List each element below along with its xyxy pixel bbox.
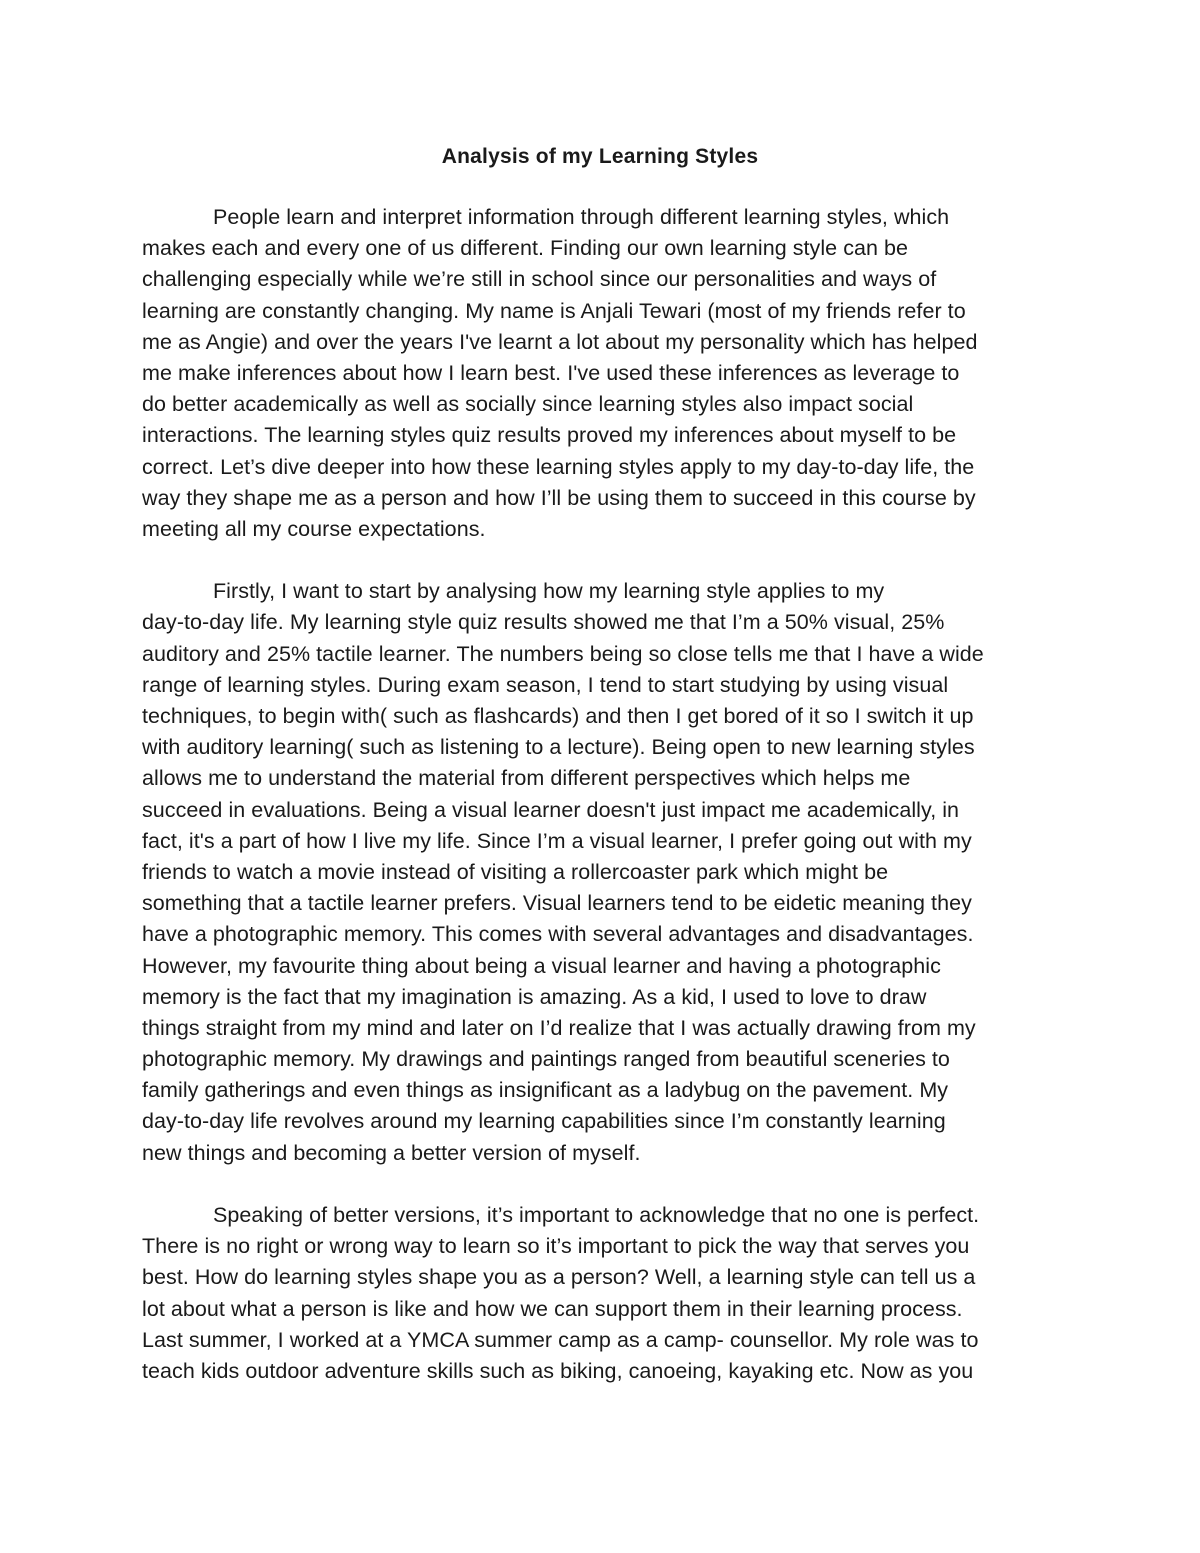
paragraph <box>142 202 1072 545</box>
paragraph-line: techniques, to begin with( such as flashcards) and then I get bored of it so I switch it up <box>142 704 974 728</box>
paragraph-line: auditory and 25% tactile learner. The numbers being so close tells me that I have a wide <box>142 641 984 666</box>
document-title: Analysis of my Learning Styles <box>441 145 759 168</box>
paragraph-line: allows me to understand the material from different perspectives which helps me <box>142 766 911 791</box>
paragraph-line: with auditory learning( such as listening to a lecture). Being open to new learning styles <box>142 735 975 760</box>
paragraph-line: do better academically as well as socially since learning styles also impact social <box>142 392 914 417</box>
paragraph-line: day-to-day life. My learning style quiz results showed me that I’m a 50% visual, 25% <box>142 610 945 635</box>
paragraph <box>142 1200 1072 1387</box>
paragraph-line: Firstly, I want to start by analysing how my learning style applies to my <box>213 579 885 604</box>
paragraph-line: Last summer, I worked at a YMCA summer camp as a camp- counsellor. My role was to <box>142 1327 979 1352</box>
paragraph-line: makes each and every one of us different. Finding our own learning style can be <box>142 236 909 261</box>
paragraph-line: best. How do learning styles shape you as a person? Well, a learning style can tell us a <box>142 1265 976 1290</box>
paragraph-gap <box>142 1169 1072 1200</box>
paragraph-line: meeting all my course expectations. <box>142 516 486 541</box>
paragraph-line: photographic memory. My drawings and paintings ranged from beautiful sceneries to <box>142 1047 950 1072</box>
paragraph-line: interactions. The learning styles quiz results proved my inferences about myself to be <box>142 423 957 448</box>
paragraph-line: me as Angie) and over the years I've learnt a lot about my personality which has helped <box>142 329 978 354</box>
paragraph-line: People learn and interpret information through different learning styles, which <box>213 205 950 229</box>
paragraph-line: friends to watch a movie instead of visiting a rollercoaster park which might be <box>142 859 889 884</box>
paragraph-line: have a photographic memory. This comes with several advantages and disadvantages. <box>142 922 974 947</box>
paragraph-line: There is no right or wrong way to learn so it’s important to pick the way that serves you <box>142 1234 970 1259</box>
paragraph-line: new things and becoming a better version of myself. <box>142 1140 641 1165</box>
paragraph-line: way they shape me as a person and how I’ll be using them to succeed in this course by <box>142 485 976 510</box>
paragraph-line: However, my favourite thing about being a visual learner and having a photographic <box>142 953 941 978</box>
paragraph-line: memory is the fact that my imagination is amazing. As a kid, I used to love to draw <box>142 984 927 1009</box>
paragraph-line: something that a tactile learner prefers. Visual learners tend to be eidetic meaning they <box>142 891 972 916</box>
paragraph-line: Speaking of better versions, it’s important to acknowledge that no one is perfect. <box>213 1203 980 1227</box>
paragraph-line: teach kids outdoor adventure skills such as biking, canoeing, kayaking etc. Now as you <box>142 1358 974 1383</box>
paragraph-line: learning are constantly changing. My name is Anjali Tewari (most of my friends refer to <box>142 298 966 323</box>
paragraph-line: fact, it's a part of how I live my life. Since I’m a visual learner, I prefer going out with my <box>142 828 972 853</box>
paragraph-line: succeed in evaluations. Being a visual learner doesn't just impact me academically, in <box>142 797 960 822</box>
paragraph-line: me make inferences about how I learn best. I've used these inferences as leverage to <box>142 360 960 385</box>
paragraph-line: things straight from my mind and later on I’d realize that I was actually drawing from my <box>142 1015 976 1040</box>
paragraph-line: range of learning styles. During exam season, I tend to start studying by using visual <box>142 672 949 697</box>
paragraph-line: correct. Let’s dive deeper into how these learning styles apply to my day-to-day life, the <box>142 454 975 479</box>
paragraph-line: family gatherings and even things as insignificant as a ladybug on the pavement. My <box>142 1078 949 1103</box>
paragraph-line: day-to-day life revolves around my learning capabilities since I’m constantly learning <box>142 1109 946 1134</box>
document-body <box>142 202 1072 1387</box>
paragraph <box>142 576 1072 1169</box>
paragraph-gap <box>142 545 1072 576</box>
paragraph-line: challenging especially while we’re still in school since our personalities and ways of <box>142 267 937 292</box>
paragraph-line: lot about what a person is like and how we can support them in their learning process. <box>142 1296 963 1321</box>
